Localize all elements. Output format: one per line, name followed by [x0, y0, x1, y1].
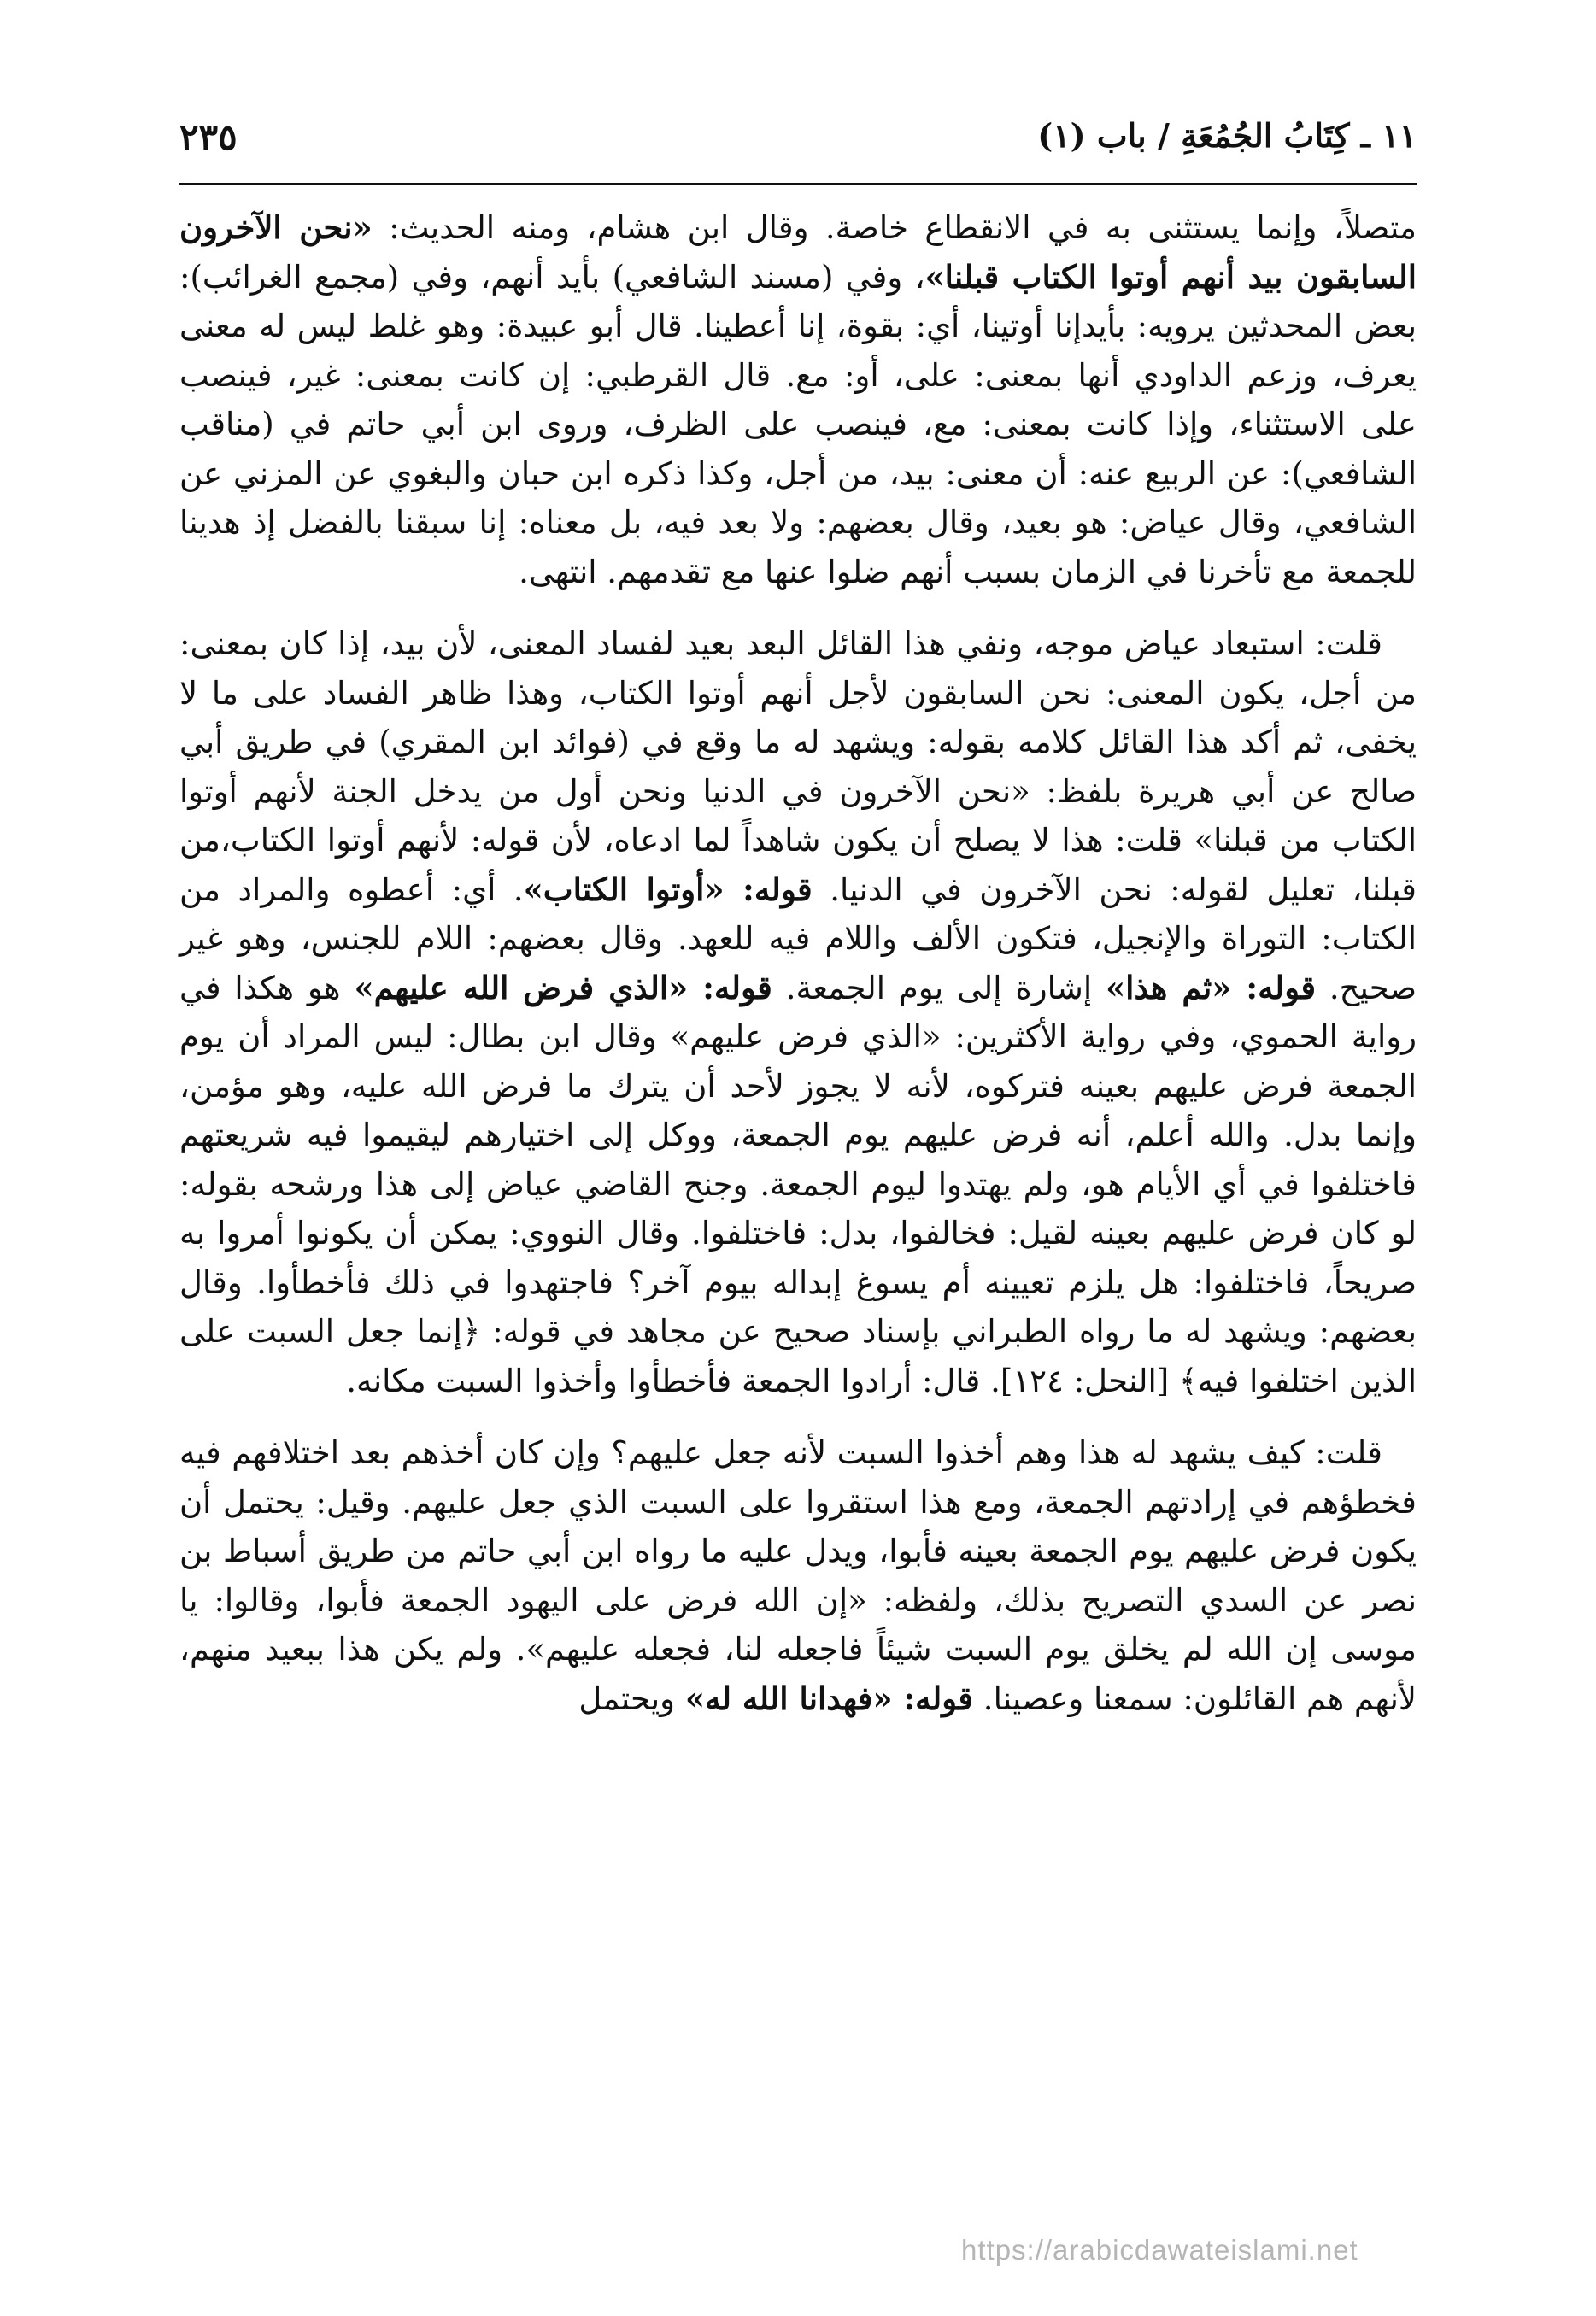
bold-quote: قوله: «أوتوا الكتاب» [523, 870, 813, 908]
body-text [179, 203, 1417, 1723]
text-run: قلت: استبعاد عياض موجه، ونفي هذا القائل البعد بعيد لفساد المعنى، لأن بيد، إذا كان بمعنى: من أجل، يكون المعنى: نحن السابقون لأجل أنهم أوتوا الكتاب، وهذا ظاهر الفساد على ما لا يخفى، ثم أكد هذا القائل كلامه بقوله: ويشهد له ما وقع في (فوائد ابن المقري) في طريق أبي صالح عن أبي هريرة بلفظ: «نحن الآخرون في الدنيا ونحن أول من يدخل الجنة لأنهم أوتوا الكتاب من قبلنا» قلت: هذا لا يصلح أن يكون شاهداً لما ادعاه، لأن قوله: لأنهم أوتوا الكتاب،من قبلنا، تعليل لقوله: نحن الآخرون في الدنيا. [179, 625, 1417, 908]
page-number: ٢٣٥ [179, 116, 238, 158]
bold-quote: قوله: «الذي فرض الله عليهم» [354, 968, 772, 1006]
running-head [179, 111, 1417, 171]
paragraph [179, 1428, 1417, 1723]
watermark-url: https://arabicdawateislami.net [961, 2234, 1358, 2266]
bold-quote: قوله: «فهدانا الله له» [684, 1679, 974, 1717]
paragraph [179, 619, 1417, 1405]
text-run: هو هكذا في رواية الحموي، وفي رواية الأكثرين: «الذي فرض عليهم» وقال ابن بطال: ليس المراد أن يوم الجمعة فرض عليهم بعينه فتركوه، لأنه لا يجوز لأحد أن يترك ما فرض الله عليه، وهو مؤمن، وإنما بدل. والله أعلم، أنه فرض عليهم يوم الجمعة، ووكل إلى اختيارهم ليقيموا فيه شريعتهم فاختلفوا في أي الأيام هو، ولم يهتدوا ليوم الجمعة. وجنح القاضي عياض إلى هذا ورشحه بقوله: لو كان فرض عليهم بعينه لقيل: فخالفوا، بدل: فاختلفوا. وقال النووي: يمكن أن يكونوا أمروا به صريحاً، فاختلفوا: هل يلزم تعيينه أم يسوغ إبداله بيوم آخر؟ فاجتهدوا في ذلك فأخطأوا. وقال بعضهم: ويشهد له ما رواه الطبراني بإسناد صحيح عن مجاهد في قوله: ﴿إنما جعل السبت على الذين اختلفوا فيه﴾ [النحل: ١٢٤]. قال: أرادوا الجمعة فأخطأوا وأخذوا السبت مكانه. [179, 969, 1417, 1399]
bold-quote: قوله: «ثم هذا» [1106, 968, 1317, 1006]
chapter-title: ١١ ـ كِتَابُ الجُمُعَةِ / باب (١) [1037, 116, 1417, 155]
text-run: ، وفي (مسند الشافعي) بأيد أنهم، وفي (مجمع الغرائب): بعض المحدثين يرويه: بأيدإنا أوتينا، أي: بقوة، إنا أعطينا. قال أبو عبيدة: وهو غلط ليس له معنى يعرف، وزعم الداودي أنها بمعنى: على، أو: مع. قال القرطبي: إن كانت بمعنى: غير، فينصب على الاستثناء، وإذا كانت بمعنى: مع، فينصب على الظرف، وروى ابن أبي حاتم في (مناقب الشافعي): عن الربيع عنه: أن معنى: بيد، من أجل، وكذا ذكره ابن حبان والبغوي عن المزني عن الشافعي، وقال عياض: هو بعيد، وقال بعضهم: ولا بعد فيه، بل معناه: إنا سبقنا بالفضل إذ هدينا للجمعة مع تأخرنا في الزمان بسبب أنهم ضلوا عنها مع تقدمهم. انتهى. [179, 258, 1417, 590]
paragraph [179, 203, 1417, 596]
text-run: ويحتمل [578, 1680, 685, 1717]
text-run: قلت: كيف يشهد له هذا وهم أخذوا السبت لأنه جعل عليهم؟ وإن كان أخذهم بعد اختلافهم فيه فخطؤهم في إرادتهم الجمعة، ومع هذا استقروا على السبت الذي جعل عليهم. وقيل: يحتمل أن يكون فرض عليهم يوم الجمعة بعينه فأبوا، ويدل عليه ما رواه ابن أبي حاتم من طريق أسباط بن نصر عن السدي التصريح بذلك، ولفظه: «إن الله فرض على اليهود الجمعة فأبوا، وقالوا: يا موسى إن الله لم يخلق يوم السبت شيئاً فاجعله لنا، فجعله عليهم». ولم يكن هذا ببعيد منهم، لأنهم هم القائلون: سمعنا وعصينا. [179, 1434, 1417, 1717]
header-rule [179, 183, 1417, 185]
text-run: . أي: أعطوه والمراد من الكتاب: التوراة والإنجيل، فتكون الألف واللام فيه للعهد. وقال بعضهم: اللام للجنس، وهو غير صحيح. [179, 871, 1417, 1006]
text-run: متصلاً، وإنما يستثنى به في الانقطاع خاصة. وقال ابن هشام، ومنه الحديث: [372, 209, 1417, 246]
text-run: إشارة إلى يوم الجمعة. [772, 969, 1106, 1006]
bold-quote: «نحن الآخرون السابقون بيد أنهم أوتوا الكتاب قبلنا» [179, 208, 1417, 296]
